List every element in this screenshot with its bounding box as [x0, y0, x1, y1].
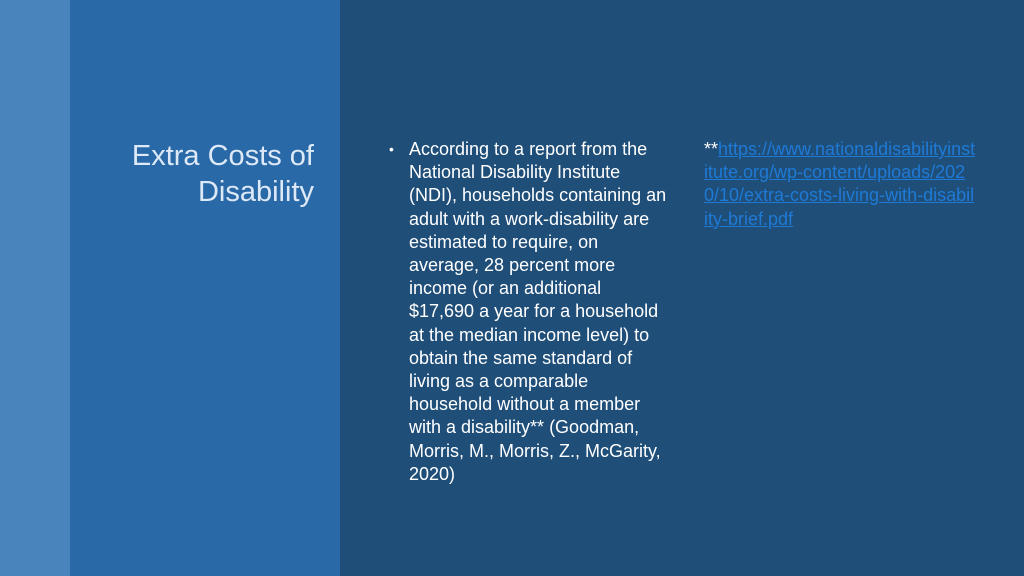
title-panel [70, 0, 340, 576]
reference-prefix: ** [704, 139, 719, 159]
reference-link[interactable]: https://www.nationaldisabilityinstitute.org/wp-content/uploads/2020/10/extra-costs-living-with-disability-brief.pdf [704, 139, 976, 229]
bullet-text: According to a report from the National Disability Institute (NDI), households containing an adult with a work-disability are estimated to require, on average, 28 percent more income (or an additional $17,690 a year for a household at the median income level) to obtain the same standard of living as a comparable household without a member with a disability** (Goodman, Morris, M., Morris, Z., McGarity, 2020) [409, 139, 667, 484]
bullet-item [389, 138, 674, 486]
slide-title-line-1: Extra Costs of [131, 140, 314, 172]
slide-title [96, 138, 314, 210]
reference-note [704, 138, 976, 231]
slide-title-line-2: Disability [197, 176, 314, 208]
left-accent-strip [0, 0, 70, 576]
bullet-dot-icon: • [389, 141, 394, 157]
